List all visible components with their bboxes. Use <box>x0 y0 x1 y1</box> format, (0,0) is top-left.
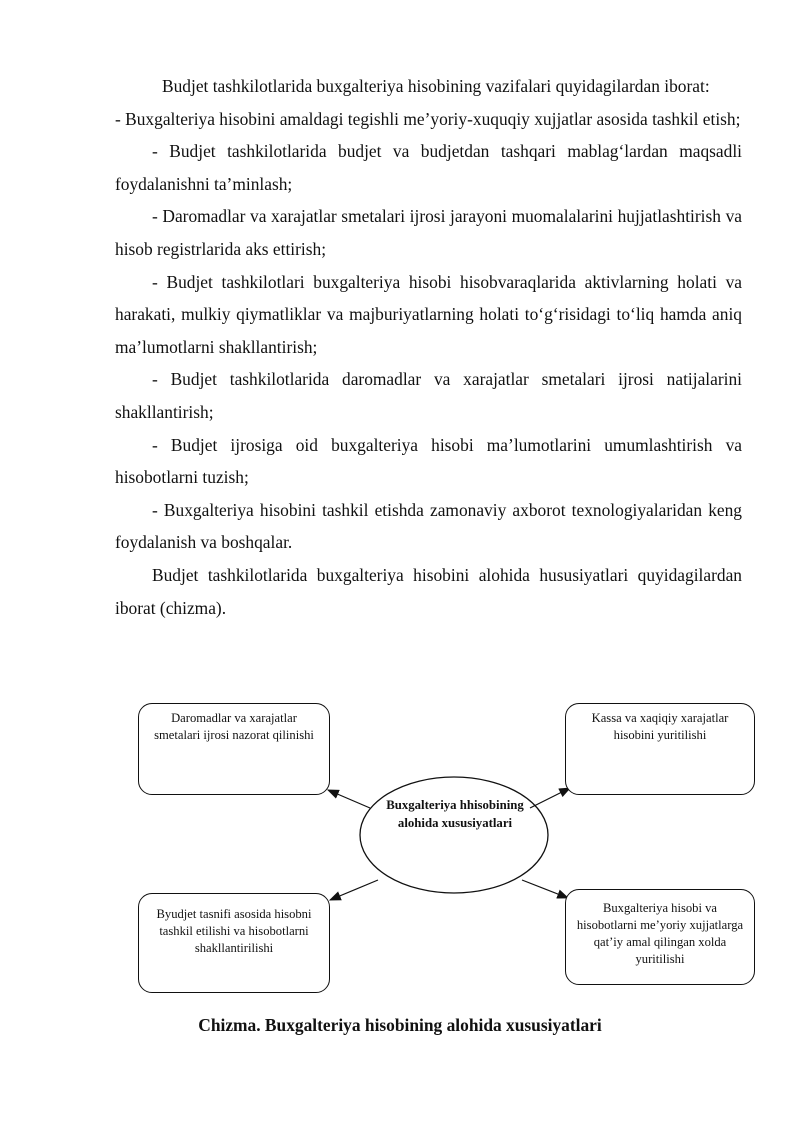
arrow-top-left <box>328 790 370 808</box>
box-bottom-right-text: Buxgalteriya hisobi va hisobotlarni me’yoriy xujjatlarga qat’iy amal qilingan xolda yuritilishi <box>576 901 744 966</box>
center-ellipse <box>360 777 548 893</box>
box-top-left-text: Daromadlar va xarajatlar smetalari ijrosi nazorat qilinishi <box>154 711 314 742</box>
list-item-4: - Budjet tashkilotlari buxgalteriya hisobi hisobvaraqlarida aktivlarning holati va harakati, mulkiy qiymatliklar va majburiyatlarning holati to‘g‘risidagi to‘liq hamda aniq ma’lumotlarni shakllantirish; <box>115 271 742 357</box>
features-intro-paragraph: Budjet tashkilotlarida buxgalteriya hisobini alohida hususiyatlari quyidagilardan iborat (chizma). <box>115 564 742 618</box>
box-bottom-right <box>565 889 755 985</box>
diagram-caption: Chizma. Buxgalteriya hisobining alohida xususiyatlari <box>198 1015 602 1035</box>
box-top-left <box>138 703 330 795</box>
box-top-right <box>565 703 755 795</box>
arrow-top-right <box>530 788 570 808</box>
list-item-5: - Budjet tashkilotlarida daromadlar va xarajatlar smetalari ijrosi natijalarini shakllantirish; <box>115 369 742 422</box>
list-item-3: - Daromadlar va xarajatlar smetalari ijrosi jarayoni muomalalarini hujjatlashtirish va hisob registrlarida aks ettirish; <box>115 206 742 259</box>
list-item-6: - Budjet ijrosiga oid buxgalteriya hisobi ma’lumotlarini umumlashtirish va hisobotlarni tuzish; <box>115 434 742 488</box>
arrow-bottom-left <box>330 880 378 900</box>
list-item-1: - Buxgalteriya hisobini amaldagi tegishli me’yoriy-xuquqiy xujjatlar asosida tashkil etish; <box>115 108 741 129</box>
intro-paragraph: Budjet tashkilotlarida buxgalteriya hisobining vazifalari quyidagilardan iborat: <box>162 76 710 96</box>
list-item-7: - Buxgalteriya hisobini tashkil etishda zamonaviy axborot texnologiyalaridan keng foydalanish va boshqalar. <box>115 499 742 553</box>
arrow-bottom-right <box>522 880 568 898</box>
box-bottom-left-text: Byudjet tasnifi asosida hisobni tashkil etilishi va hisobotlarni shakllantirilishi <box>156 907 312 955</box>
center-label: Buxgalteriya hhisobining alohida xususiyatlari <box>386 798 524 830</box>
list-item-2: - Budjet tashkilotlarida budjet va budjetdan tashqari mablag‘lardan maqsadli foydalanishni ta’minlash; <box>115 141 742 194</box>
box-bottom-left <box>138 893 330 993</box>
box-top-right-text: Kassa va xaqiqiy xarajatlar hisobini yuritilishi <box>591 711 729 742</box>
